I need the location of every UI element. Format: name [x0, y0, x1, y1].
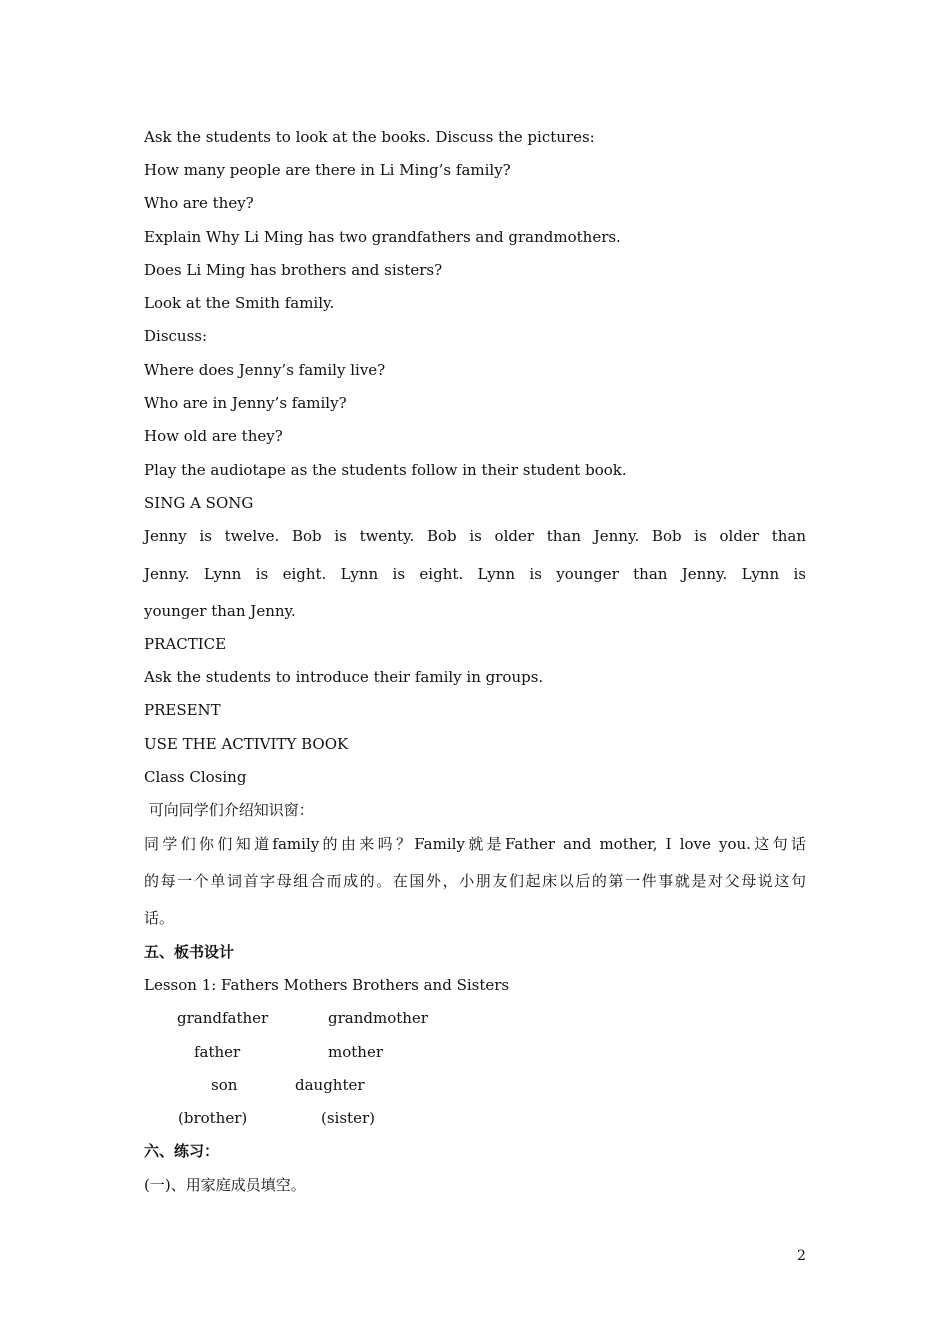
- text-line: How old are they?: [144, 427, 283, 445]
- board-word-grandmother: grandmother: [328, 1009, 428, 1027]
- text-line: Ask the students to introduce their family in groups.: [144, 668, 544, 686]
- board-word-daughter: daughter: [295, 1076, 365, 1094]
- board-word-brother: (brother): [178, 1109, 248, 1127]
- text-line: Ask the students to look at the books. Discuss the pictures:: [144, 128, 595, 146]
- board-word-son: son: [211, 1076, 238, 1094]
- song-line: Jenny. Lynn is eight. Lynn is eight. Lynn is younger than Jenny. Lynn is: [144, 565, 806, 583]
- text-line: PRACTICE: [144, 635, 227, 653]
- board-word-grandfather: grandfather: [177, 1009, 269, 1027]
- page-number: 2: [797, 1248, 806, 1264]
- text-line: Who are they?: [144, 194, 254, 212]
- song-line: younger than Jenny.: [144, 602, 296, 620]
- board-word-sister: (sister): [321, 1109, 375, 1127]
- text-line: PRESENT: [144, 701, 221, 719]
- text-line: Play the audiotape as the students follow in their student book.: [144, 461, 627, 479]
- text-line: Where does Jenny’s family live?: [144, 361, 386, 379]
- text-line: Does Li Ming has brothers and sisters?: [144, 261, 443, 279]
- song-line: Jenny is twelve. Bob is twenty. Bob is older than Jenny. Bob is older than: [144, 527, 806, 545]
- chinese-paragraph-line: 同学们你们知道family的由来吗？Family就是Father and mother, I love you.这句话: [144, 835, 806, 853]
- board-word-mother: mother: [328, 1043, 383, 1061]
- chinese-paragraph-line: 话。: [144, 909, 175, 927]
- text-line: Look at the Smith family.: [144, 294, 335, 312]
- text-line: 可向同学们介绍知识窗：: [144, 801, 314, 819]
- section-heading-board: 五、板书设计: [144, 943, 235, 961]
- text-line: Class Closing: [144, 768, 247, 786]
- text-line: Discuss:: [144, 327, 208, 345]
- text-line: Explain Why Li Ming has two grandfathers and grandmothers.: [144, 228, 621, 246]
- chinese-paragraph-line: 的每一个单词首字母组合而成的。在国外，小朋友们起床以后的第一件事就是对父母说这句: [144, 872, 806, 890]
- board-word-father: father: [194, 1043, 241, 1061]
- text-line: How many people are there in Li Ming’s family?: [144, 161, 511, 179]
- text-line: USE THE ACTIVITY BOOK: [144, 735, 349, 753]
- section-heading-exercise: 六、练习：: [144, 1142, 220, 1160]
- text-line: Who are in Jenny’s family?: [144, 394, 347, 412]
- exercise-subheading: (一)、用家庭成员填空。: [144, 1176, 306, 1194]
- lesson-title: Lesson 1: Fathers Mothers Brothers and Sisters: [144, 976, 510, 994]
- text-line: SING A SONG: [144, 494, 254, 512]
